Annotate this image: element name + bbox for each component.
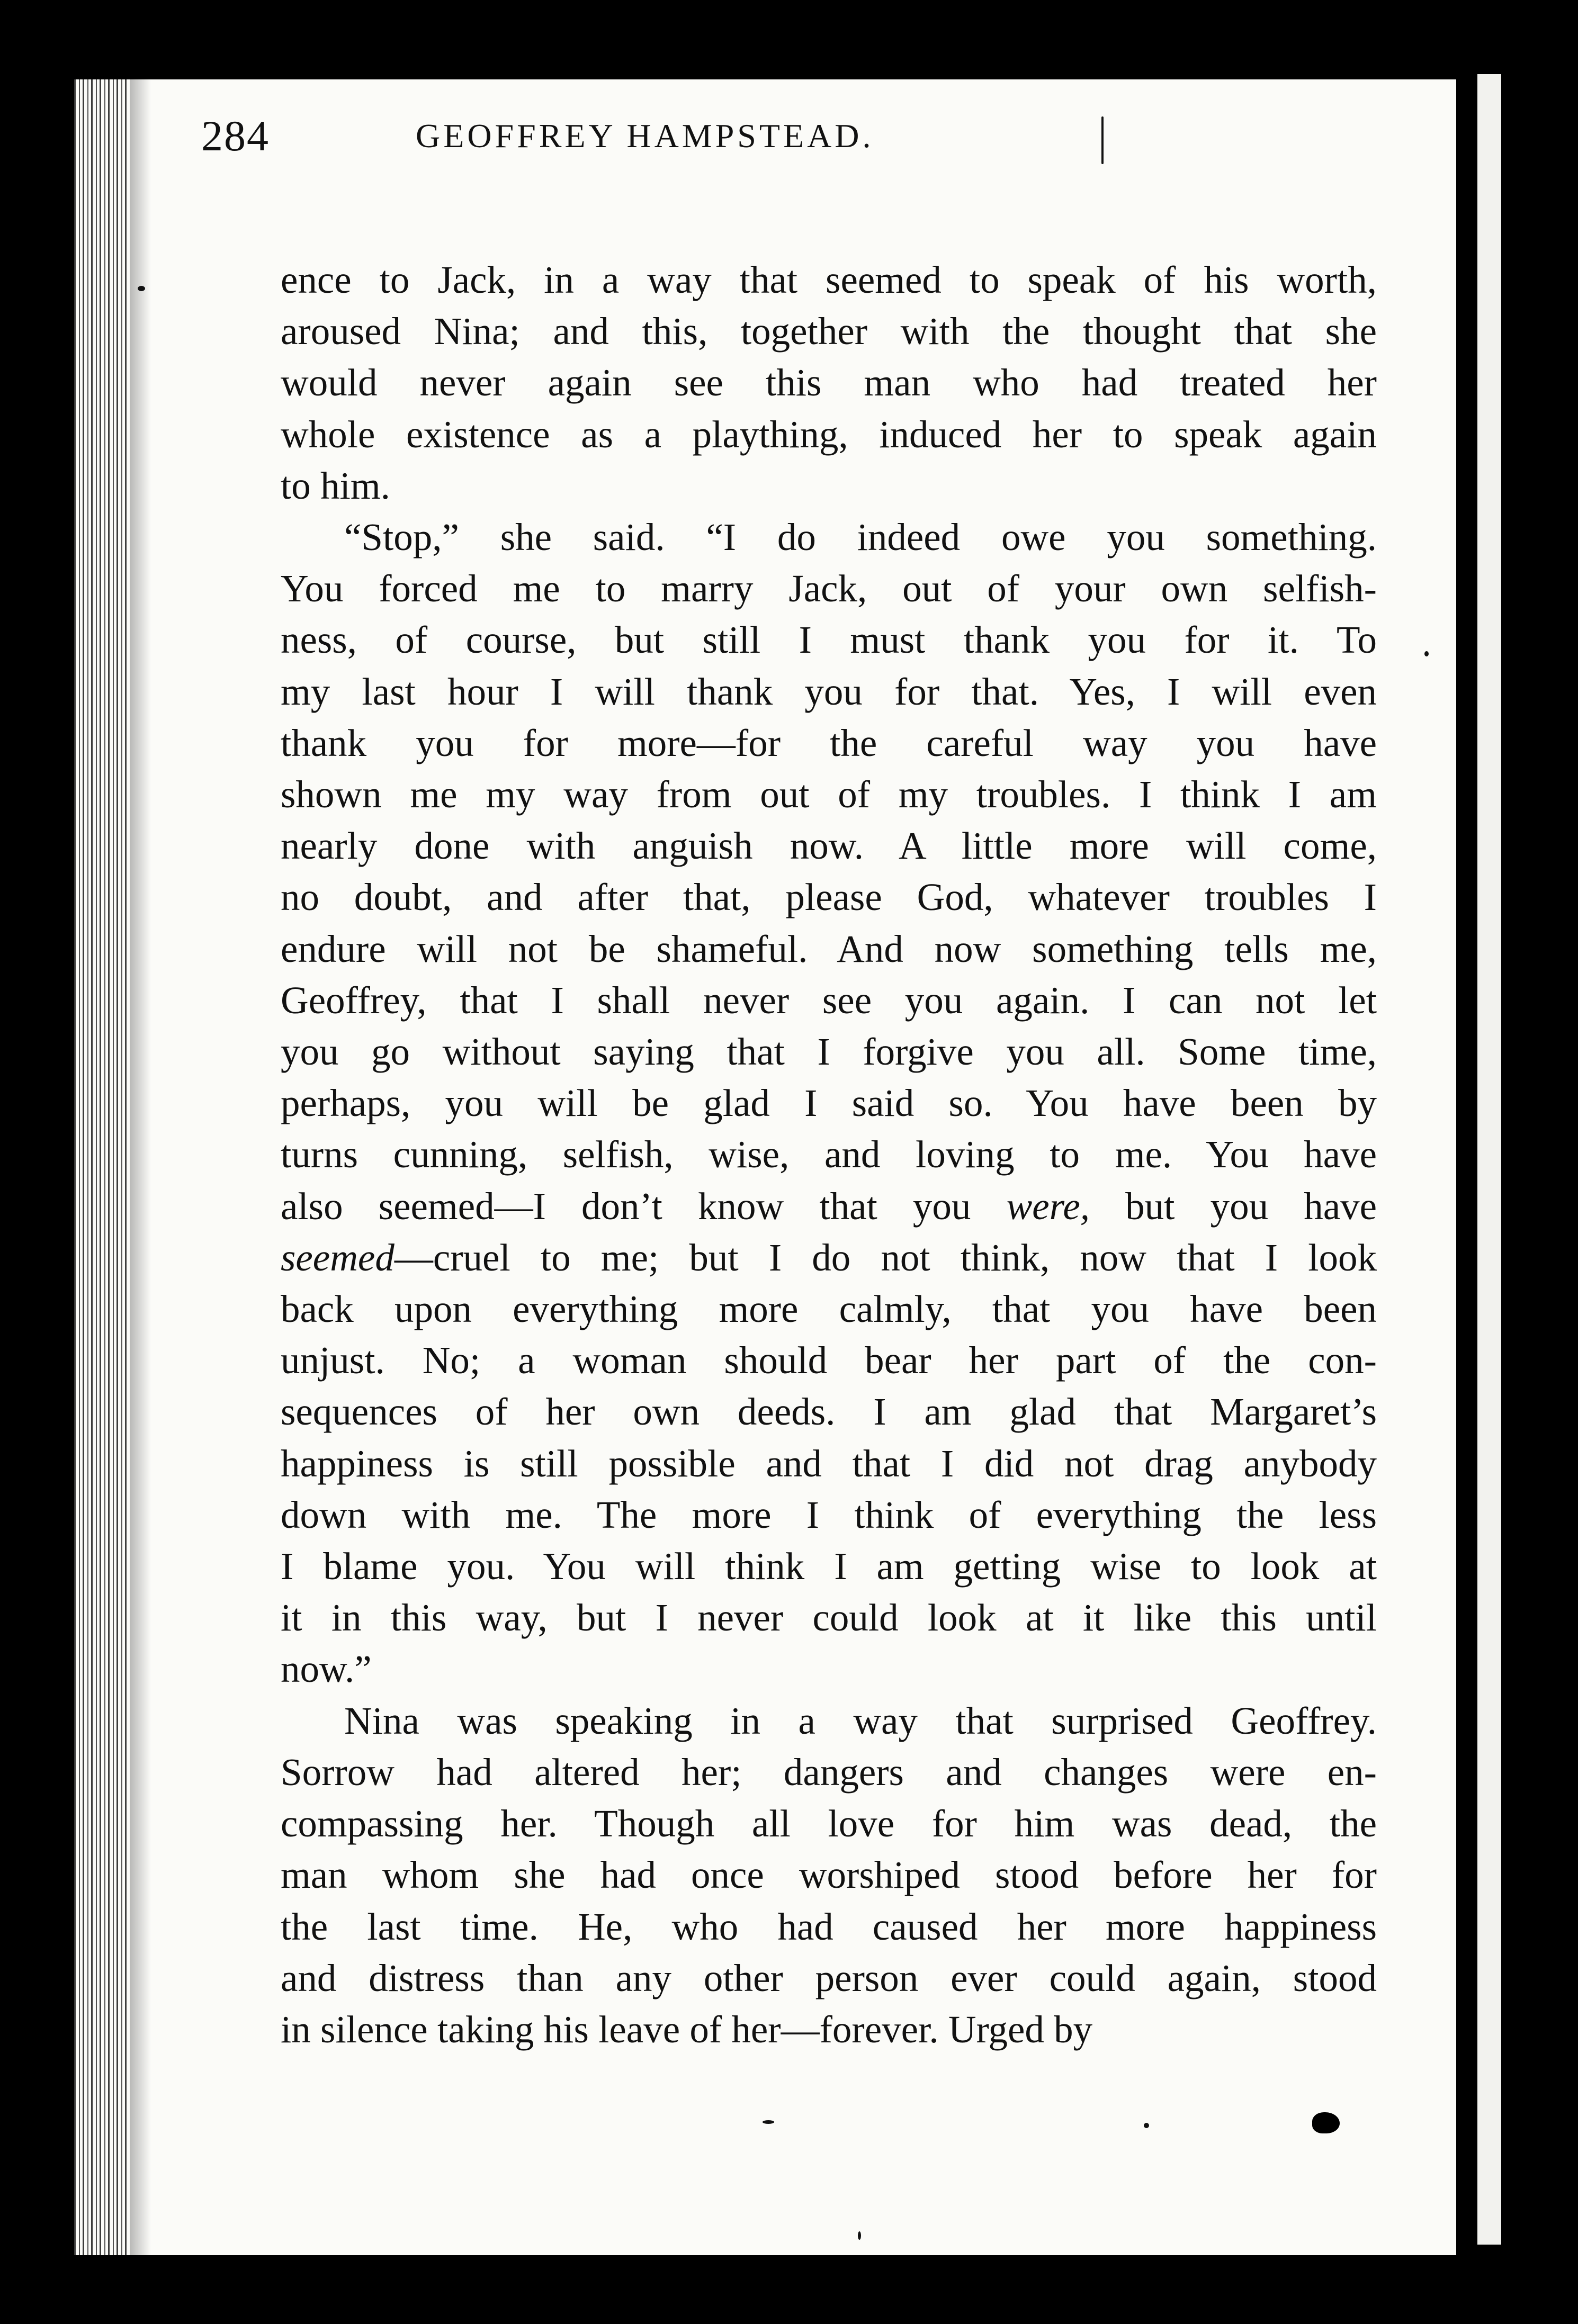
- text-line: also seemed—I don’t know that you were, but you have: [281, 1184, 1377, 1228]
- text-line: whole existence as a plaything, induced her to speak again: [281, 412, 1377, 456]
- text-line: ence to Jack, in a way that seemed to speak of his worth,: [281, 258, 1377, 301]
- italic-word: were,: [1006, 1184, 1090, 1228]
- text-line: Geoffrey, that I shall never see you again. I can not let: [281, 978, 1377, 1022]
- scan-speck: [1101, 116, 1104, 164]
- scan-speck: [763, 2120, 774, 2124]
- text-line: Sorrow had altered her; dangers and changes were en-: [281, 1750, 1377, 1794]
- text-line: compassing her. Though all love for him was dead, the: [281, 1802, 1377, 1845]
- text-line: man whom she had once worshiped stood before her for: [281, 1853, 1377, 1897]
- text-line: now.”: [281, 1647, 372, 1691]
- gutter-shadow: [130, 79, 151, 2255]
- text-line: Nina was speaking in a way that surprised Geoffrey.: [344, 1699, 1377, 1742]
- scan-speck: [138, 286, 145, 291]
- text-line: the last time. He, who had caused her more happiness: [281, 1905, 1377, 1948]
- text-line: seemed—cruel to me; but I do not think, now that I look: [281, 1236, 1377, 1279]
- paragraph: [281, 254, 1377, 511]
- text-line: back upon everything more calmly, that you have been: [281, 1287, 1377, 1331]
- text-line: you go without saying that I forgive you all. Some time,: [281, 1030, 1377, 1074]
- text-line: down with me. The more I think of everything the less: [281, 1493, 1377, 1536]
- text-line: no doubt, and after that, please God, whatever troubles I: [281, 876, 1377, 919]
- facing-page-edge: [1477, 74, 1501, 2245]
- italic-word: seemed: [281, 1236, 394, 1279]
- text-line: turns cunning, selfish, wise, and loving to me. You have: [281, 1133, 1377, 1176]
- text-line: perhaps, you will be glad I said so. You have been by: [281, 1082, 1377, 1125]
- running-head: GEOFFREY HAMPSTEAD.: [416, 117, 874, 155]
- text-line: in silence taking his leave of her—forever. Urged by: [281, 2007, 1093, 2051]
- body-text: [281, 254, 1377, 2055]
- text-line: I blame you. You will think I am getting wise to look at: [281, 1545, 1377, 1588]
- scan-speck: [1424, 651, 1429, 656]
- text-line: my last hour I will thank you for that. Yes, I will even: [281, 670, 1377, 713]
- text-line: nearly done with anguish now. A little more will come,: [281, 824, 1377, 868]
- text-line: endure will not be shameful. And now something tells me,: [281, 927, 1377, 970]
- text-line: happiness is still possible and that I did not drag anybody: [281, 1442, 1377, 1485]
- text-line: shown me my way from out of my troubles. I think I am: [281, 773, 1377, 816]
- paragraph: [281, 1695, 1377, 2055]
- text-line: it in this way, but I never could look at it like this until: [281, 1596, 1377, 1640]
- text-line: and distress than any other person ever could again, stood: [281, 1956, 1377, 1999]
- text-line: ness, of course, but still I must thank you for it. To: [281, 618, 1377, 662]
- paragraph: [281, 511, 1377, 1695]
- scan-speck: [1144, 2123, 1149, 2128]
- text-line: thank you for more—for the careful way you have: [281, 721, 1377, 764]
- text-line: sequences of her own deeds. I am glad that Margaret’s: [281, 1390, 1377, 1434]
- text-line: unjust. No; a woman should bear her part of the con-: [281, 1339, 1377, 1382]
- text-line: aroused Nina; and this, together with the thought that she: [281, 310, 1377, 353]
- text-line: “Stop,” she said. “I do indeed owe you something.: [344, 516, 1377, 559]
- page-header: [201, 95, 1128, 164]
- ink-blot: [1312, 2112, 1340, 2133]
- text-line: You forced me to marry Jack, out of your own selfish-: [281, 567, 1377, 610]
- text-line: to him.: [281, 464, 390, 507]
- page-number: 284: [201, 112, 270, 160]
- text-line: would never again see this man who had treated her: [281, 361, 1377, 404]
- scan-speck: [858, 2231, 861, 2240]
- binding-gutter: [74, 79, 130, 2255]
